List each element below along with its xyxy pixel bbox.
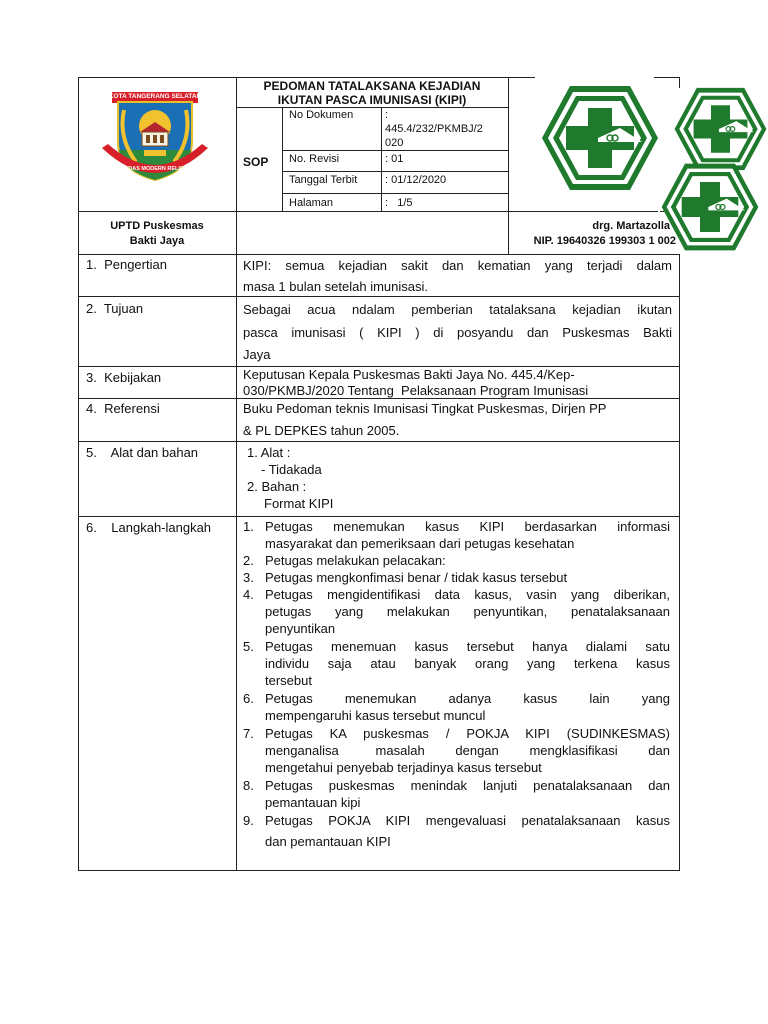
- halaman-label: Halaman: [289, 197, 334, 209]
- step-text: Petugas mengidentifikasi data kasus, vasin yang diberikan,: [265, 587, 670, 602]
- tujuan-line-2: pasca imunisasi ( KIPI ) di posyandu dan Puskesmas Bakti: [243, 325, 672, 340]
- no-dokumen-colon: :: [385, 109, 389, 121]
- kebijakan-line-2: 030/PKMBJ/2020 Tentang Pelaksanaan Program Imunisasi: [243, 383, 589, 398]
- puskesmas-logo-right: [673, 86, 768, 172]
- no-dokumen-value-1: 445.4/232/PKMBJ/2: [385, 123, 483, 135]
- no-dokumen-value-2: 020: [385, 137, 404, 149]
- step-number: 3.: [243, 570, 254, 585]
- no-revisi-value: : 01: [385, 153, 404, 165]
- document-title-line-2: IKUTAN PASCA IMUNISASI (KIPI): [277, 93, 467, 107]
- step-number: 4.: [243, 587, 254, 602]
- puskesmas-logo-lower: [656, 162, 764, 252]
- step-text: petugas yang melakukan penyuntikan, penatalaksanaan: [265, 604, 670, 619]
- step-text: Petugas KA puskesmas / POKJA KIPI (SUDINKESMAS): [265, 726, 670, 741]
- step-text: mengetahui penyebab terjadinya kasus tersebut: [265, 760, 542, 775]
- tujuan-line-3: Jaya: [243, 347, 271, 362]
- step-number: 5.: [243, 639, 254, 654]
- kebijakan-line-1: Keputusan Kepala Puskesmas Bakti Jaya No. 445.4/Kep-: [243, 367, 575, 382]
- pengertian-line-2: masa 1 bulan setelah imunisasi.: [243, 279, 428, 294]
- no-revisi-label: No. Revisi: [289, 153, 340, 165]
- step-text: Petugas melakukan pelacakan:: [265, 553, 446, 568]
- section-label-alat-bahan: 5. Alat dan bahan: [86, 445, 199, 460]
- tanggal-terbit-label: Tanggal Terbit: [289, 174, 358, 186]
- step-text: Petugas menemukan adanya kasus lain yang: [265, 691, 670, 706]
- step-number: 6.: [243, 691, 254, 706]
- pengertian-line-1: KIPI: semua kejadian sakit dan kematian yang terjadi dalam: [243, 258, 672, 273]
- step-text: pemantauan kipi: [265, 795, 361, 810]
- step-text: penyuntikan: [265, 621, 336, 636]
- step-text: Petugas mengkonfimasi benar / tidak kasus tersebut: [265, 570, 568, 585]
- section-label-referensi: 4. Referensi: [86, 401, 160, 416]
- signer-name: drg. Martazolla: [592, 220, 670, 232]
- sop-label: SOP: [243, 155, 269, 169]
- step-text: dan pemantauan KIPI: [265, 834, 391, 849]
- section-label-langkah: 6. Langkah-langkah: [86, 520, 212, 535]
- step-number: 9.: [243, 813, 254, 828]
- referensi-line-1: Buku Pedoman teknis Imunisasi Tingkat Puskesmas, Dirjen PP: [243, 401, 607, 416]
- step-text: Petugas POKJA KIPI mengevaluasi penatalaksanaan kasus: [265, 813, 670, 828]
- step-text: masyarakat dan pemeriksaan dari petugas kesehatan: [265, 536, 575, 551]
- step-text: Petugas menemuan kasus tersebut hanya dialami satu: [265, 639, 670, 654]
- step-text: individu saja atau banyak orang yang terkena kasus: [265, 656, 670, 671]
- bahan-heading: 2. Bahan :: [247, 479, 307, 494]
- step-number: 2.: [243, 553, 254, 568]
- document-title-line-1: PEDOMAN TATALAKSANA KEJADIAN: [263, 79, 481, 93]
- section-label-kebijakan: 3. Kebijakan: [86, 370, 162, 385]
- logo-top-text: KOTA TANGERANG SELATAN: [108, 93, 202, 100]
- step-text: Petugas menemukan kasus KIPI berdasarkan informasi: [265, 519, 670, 534]
- alat-item: - Tidakada: [261, 462, 322, 477]
- unit-name-line-1: UPTD Puskesmas: [110, 220, 204, 232]
- step-number: 8.: [243, 778, 254, 793]
- unit-name-line-2: Bakti Jaya: [129, 235, 185, 247]
- puskesmas-logo-large: [540, 84, 660, 192]
- step-number: 7.: [243, 726, 254, 741]
- signer-nip: NIP. 19640326 199303 1 002: [533, 235, 676, 247]
- section-label-tujuan: 2. Tujuan: [86, 301, 144, 316]
- section-label-pengertian: 1. Pengertian: [86, 257, 167, 272]
- step-text: Petugas puskesmas menindak lanjuti penatalaksanaan dan: [265, 778, 670, 793]
- step-number: 1.: [243, 519, 254, 534]
- bahan-item: Format KIPI: [264, 496, 334, 511]
- step-text: menganalisa masalah dengan mengklasifikasi dan: [265, 743, 670, 758]
- step-text: tersebut: [265, 673, 312, 688]
- logo-bottom-text: CERDAS MODERN RELIGIUS: [116, 166, 194, 172]
- alat-heading: 1. Alat :: [247, 445, 291, 460]
- tujuan-line-1: Sebagai acua ndalam pemberian tatalaksana kejadian ikutan: [243, 302, 672, 317]
- referensi-line-2: & PL DEPKES tahun 2005.: [243, 423, 400, 438]
- step-text: mempengaruhi kasus tersebut muncul: [265, 708, 486, 723]
- no-dokumen-label: No Dokumen: [289, 109, 354, 121]
- halaman-value: : 1/5: [385, 197, 413, 209]
- tanggal-terbit-value: : 01/12/2020: [385, 174, 447, 186]
